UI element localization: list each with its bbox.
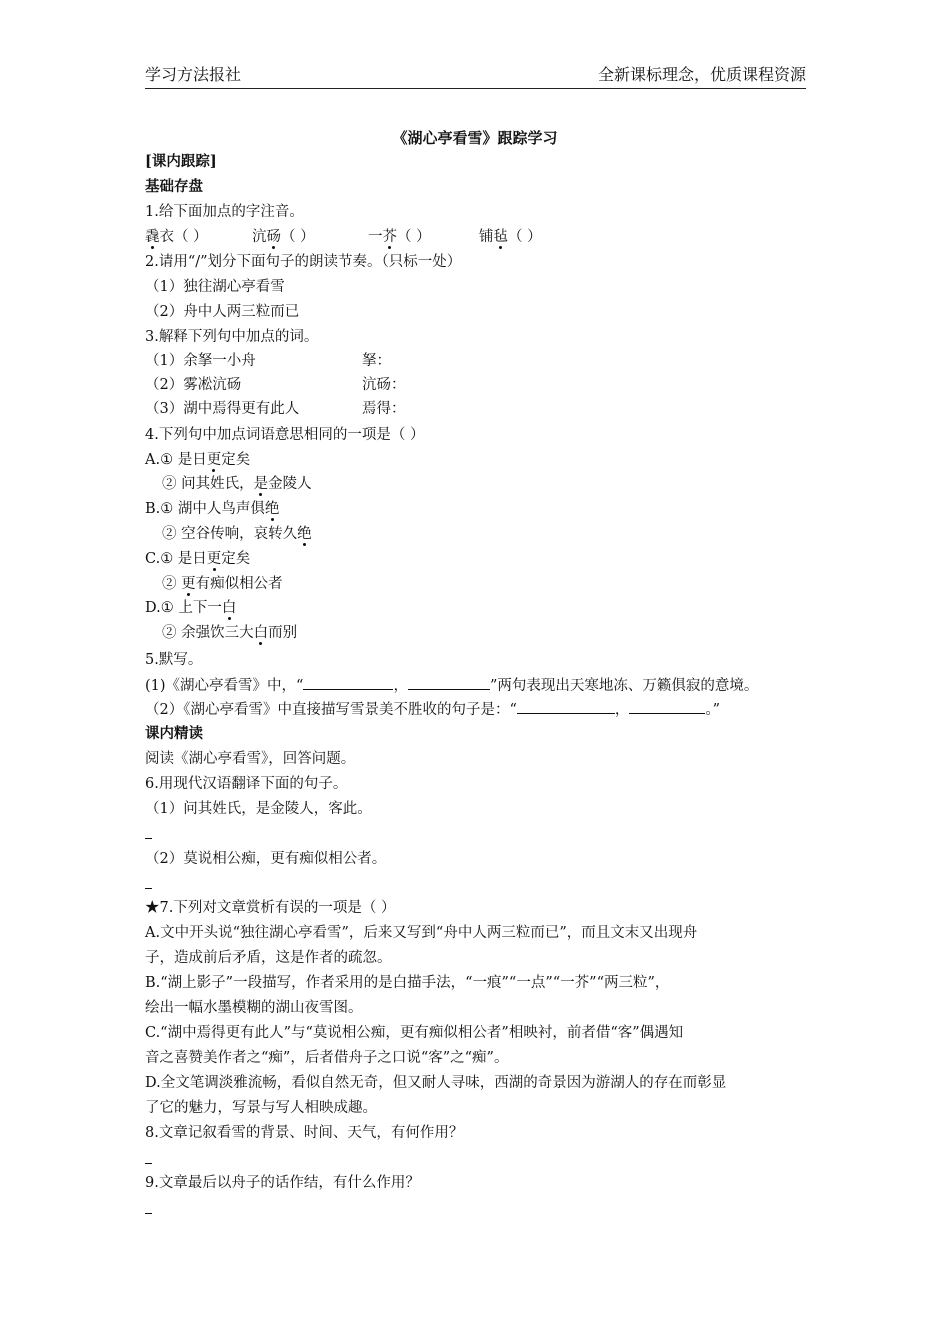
q3-term: 沆砀： bbox=[362, 377, 406, 393]
q7-option-line: 绘出一幅水墨模糊的湖山夜雪图。 bbox=[145, 1000, 363, 1016]
emphasis-dot-char: 绝 bbox=[297, 526, 312, 542]
q7-option-line: C.“湖中焉得更有此人”与“莫说相公痴，更有痴似相公者”相映衬，前者借“客”偶遇知 bbox=[145, 1025, 684, 1041]
q4-option-line: ② 空谷传响，哀转久绝 bbox=[162, 526, 312, 542]
answer-line[interactable] bbox=[145, 888, 152, 889]
q2-item: （2）舟中人两三粒而已 bbox=[145, 304, 300, 320]
subsection-heading: 基础存盘 bbox=[145, 178, 203, 195]
page-title: 《湖心亭看雪》跟踪学习 bbox=[392, 129, 558, 147]
emphasis-dot-char: 芥 bbox=[382, 229, 397, 245]
q7-option-line: 了它的魅力，写景与写人相映成趣。 bbox=[145, 1100, 377, 1116]
q4-option-line: B.① 湖中人鸟声俱绝 bbox=[145, 501, 280, 517]
q4-option-line: ② 问其姓氏，是金陵人 bbox=[162, 476, 312, 492]
q7-option-line: D.全文笔调淡雅流畅，看似自然无奇，但又耐人寻味，西湖的奇景因为游湖人的存在而彰显 bbox=[145, 1075, 727, 1091]
q7-option-line: 音之喜赞美作者之“痴”，后者借舟子之口说“客”之“痴”。 bbox=[145, 1050, 509, 1066]
q6-sentence: （1）问其姓氏，是金陵人，客此。 bbox=[145, 801, 372, 817]
answer-blank[interactable] bbox=[408, 675, 490, 690]
reading-intro: 阅读《湖心亭看雪》，回答问题。 bbox=[145, 751, 356, 767]
emphasis-dot-char: 白 bbox=[221, 600, 237, 616]
question-6-stem: 6.用现代汉语翻译下面的句子。 bbox=[145, 776, 348, 792]
question-5-stem: 5.默写。 bbox=[145, 652, 203, 668]
emphasis-dot-char: 是 bbox=[253, 476, 269, 492]
emphasis-dot-char: 更 bbox=[181, 576, 196, 592]
header-slogan: 全新课标理念，优质课程资源 bbox=[597, 65, 806, 84]
subsection-heading: 课内精读 bbox=[145, 725, 203, 742]
answer-line[interactable] bbox=[145, 1213, 152, 1214]
emphasis-dot-char: 毳 bbox=[145, 229, 160, 245]
q5-line-1: (1)《湖心亭看雪》中，“ ， ”两句表现出天寒地冻、万籁俱寂的意境。 bbox=[145, 675, 758, 697]
question-4-stem: 4.下列句中加点词语意思相同的一项是（ ） bbox=[145, 427, 425, 443]
question-7-stem: ★7.下列对文章赏析有误的一项是（ ） bbox=[145, 900, 396, 916]
q6-sentence: （2）莫说相公痴，更有痴似相公者。 bbox=[145, 851, 387, 867]
header-publisher: 学习方法报社 bbox=[145, 65, 242, 84]
q7-option-line: B.“湖上影子”一段描写，作者采用的是白描手法，“一痕”“一点”“一芥”“两三粒”， bbox=[145, 975, 670, 991]
q4-option-line: C.① 是日更定矣 bbox=[145, 551, 251, 567]
answer-line[interactable] bbox=[145, 1163, 152, 1164]
q2-item: （1）独往湖心亭看雪 bbox=[145, 279, 285, 295]
q1-item: 毳衣（ ） bbox=[145, 229, 208, 245]
q4-option-line: D.① 上下一白 bbox=[145, 600, 237, 616]
q1-item: 沆砀（ ） bbox=[252, 229, 315, 245]
answer-blank[interactable] bbox=[303, 675, 393, 690]
question-3-stem: 3.解释下列句中加点的词。 bbox=[145, 329, 319, 345]
answer-blank[interactable] bbox=[629, 699, 705, 714]
question-9: 9.文章最后以舟子的话作结，有什么作用？ bbox=[145, 1175, 420, 1191]
emphasis-dot-char: 白 bbox=[253, 625, 269, 641]
q3-term: 焉得： bbox=[362, 401, 406, 417]
q5-line-2: （2）《湖心亭看雪》中直接描写雪景美不胜收的句子是：“ ， 。” bbox=[145, 699, 720, 721]
question-1-stem: 1.给下面加点的字注音。 bbox=[145, 204, 304, 220]
q4-option-line: A.① 是日更定矣 bbox=[145, 452, 251, 468]
q1-item: 一芥（ ） bbox=[368, 229, 431, 245]
question-8: 8.文章记叙看雪的背景、时间、天气，有何作用？ bbox=[145, 1125, 464, 1141]
emphasis-dot-char: 绝 bbox=[264, 501, 280, 517]
emphasis-dot-char: 更 bbox=[206, 452, 222, 468]
emphasis-dot-char: 砀 bbox=[266, 229, 281, 245]
answer-line[interactable] bbox=[145, 838, 152, 839]
header-divider bbox=[145, 88, 806, 89]
question-2-stem: 2.请用“/”划分下面句子的朗读节奏。（只标一处） bbox=[145, 254, 462, 270]
q3-sentence: （2）雾凇沆砀 bbox=[145, 377, 242, 393]
answer-blank[interactable] bbox=[517, 699, 615, 714]
section-heading: [课内跟踪] bbox=[145, 153, 217, 170]
q7-option-line: 子，造成前后矛盾，这是作者的疏忽。 bbox=[145, 950, 392, 966]
emphasis-dot-char: 毡 bbox=[493, 229, 508, 245]
q4-option-line: ② 余强饮三大白而别 bbox=[162, 625, 298, 641]
q3-sentence: （1）余拏一小舟 bbox=[145, 353, 256, 369]
q3-sentence: （3）湖中焉得更有此人 bbox=[145, 401, 300, 417]
q7-option-line: A.文中开头说“独往湖心亭看雪”，后来又写到“舟中人两三粒而已”，而且文末又出现舟 bbox=[145, 925, 698, 941]
q3-term: 拏： bbox=[362, 353, 391, 369]
q4-option-line: ② 更有痴似相公者 bbox=[162, 576, 283, 592]
emphasis-dot-char: 更 bbox=[206, 551, 222, 567]
q1-item: 铺毡（ ） bbox=[479, 229, 542, 245]
